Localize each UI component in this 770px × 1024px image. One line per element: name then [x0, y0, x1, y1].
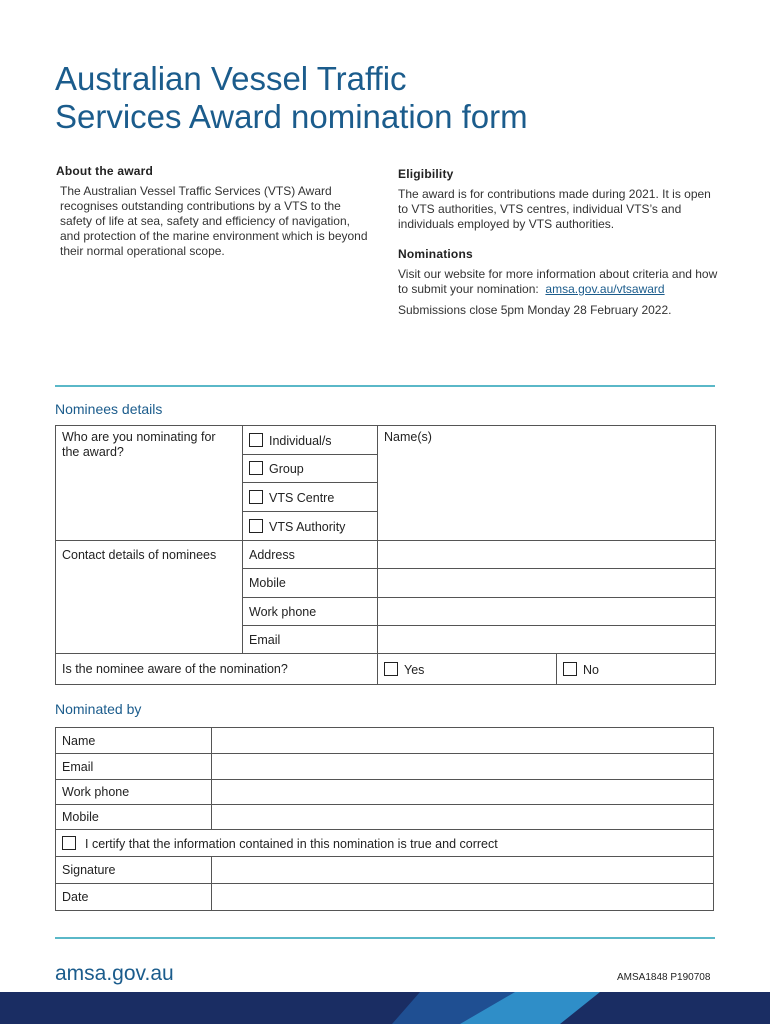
nominations-heading: Nominations — [398, 247, 473, 261]
nominations-description: Visit our website for more information about criteria and how to submit your nomination: — [398, 267, 718, 296]
checkbox-individual[interactable] — [249, 433, 263, 447]
nominator-name-input[interactable] — [212, 728, 714, 754]
nominations-text — [398, 267, 723, 297]
option-individual[interactable] — [243, 426, 378, 455]
address-input[interactable] — [378, 541, 716, 569]
work-phone-label: Work phone — [243, 598, 378, 626]
certify-row[interactable] — [56, 830, 714, 857]
checkbox-yes[interactable] — [384, 662, 398, 676]
eligibility-heading: Eligibility — [398, 167, 454, 181]
nominator-mobile-input[interactable] — [212, 805, 714, 830]
page-title-line-2: Services Award nomination form — [55, 98, 528, 135]
document-code: AMSA1848 P190708 — [617, 972, 711, 983]
nominator-email-label: Email — [56, 754, 212, 780]
signature-input[interactable] — [212, 857, 714, 884]
signature-label: Signature — [56, 857, 212, 884]
section-divider — [55, 385, 715, 387]
aware-no-option[interactable] — [557, 654, 716, 685]
mobile-label: Mobile — [243, 569, 378, 598]
address-label: Address — [243, 541, 378, 569]
page-title-line-1: Australian Vessel Traffic — [55, 60, 407, 97]
option-label: VTS Centre — [269, 490, 335, 505]
aware-question: Is the nominee aware of the nomination? — [56, 654, 378, 685]
nominator-work-phone-input[interactable] — [212, 780, 714, 805]
footer-divider — [55, 937, 715, 939]
date-label: Date — [56, 884, 212, 911]
page-title — [55, 60, 715, 136]
option-label: VTS Authority — [269, 519, 346, 534]
footer-band — [0, 992, 770, 1024]
nominator-mobile-label: Mobile — [56, 805, 212, 830]
mobile-input[interactable] — [378, 569, 716, 598]
email-label: Email — [243, 626, 378, 654]
names-label: Name(s) — [384, 430, 432, 444]
eligibility-text: The award is for contributions made during 2021. It is open to VTS authorities, VTS centres, individual VTS’s and individuals employed by VTS authorities. — [398, 187, 711, 231]
about-text: The Australian Vessel Traffic Services (VTS) Award recognises outstanding contributions by a VTS to the safety of life at sea, safety and efficiency of navigation, and protection of the marine environment which is beyond their normal operational scope. — [60, 184, 368, 258]
nominator-work-phone-label: Work phone — [56, 780, 212, 805]
nominees-table — [55, 425, 716, 685]
checkbox-certify[interactable] — [62, 836, 76, 850]
submission-deadline: Submissions close 5pm Monday 28 February 2022. — [398, 303, 672, 317]
certify-label: I certify that the information contained in this nomination is true and correct — [85, 836, 498, 851]
aware-yes-option[interactable] — [378, 654, 557, 685]
yes-label: Yes — [404, 662, 425, 677]
option-vts-centre[interactable] — [243, 483, 378, 512]
names-field[interactable] — [378, 426, 716, 541]
option-vts-authority[interactable] — [243, 512, 378, 541]
nominated-by-heading: Nominated by — [55, 701, 142, 717]
no-label: No — [583, 662, 599, 677]
nominees-heading: Nominees details — [55, 401, 163, 417]
nominating-question: Who are you nominating for the award? — [56, 426, 243, 541]
nominator-email-input[interactable] — [212, 754, 714, 780]
work-phone-input[interactable] — [378, 598, 716, 626]
date-input[interactable] — [212, 884, 714, 911]
option-label: Group — [269, 462, 304, 476]
email-input[interactable] — [378, 626, 716, 654]
footer-url[interactable]: amsa.gov.au — [55, 962, 174, 985]
nominated-by-table — [55, 727, 714, 911]
option-label: Individual/s — [269, 433, 332, 448]
checkbox-no[interactable] — [563, 662, 577, 676]
option-group[interactable] — [243, 455, 378, 483]
checkbox-vts-centre[interactable] — [249, 490, 263, 504]
checkbox-group[interactable] — [249, 461, 263, 475]
nominator-name-label: Name — [56, 728, 212, 754]
about-heading: About the award — [56, 164, 154, 178]
checkbox-vts-authority[interactable] — [249, 519, 263, 533]
vtsaward-link[interactable]: amsa.gov.au/vtsaward — [545, 282, 665, 296]
contact-details-label: Contact details of nominees — [56, 541, 243, 654]
